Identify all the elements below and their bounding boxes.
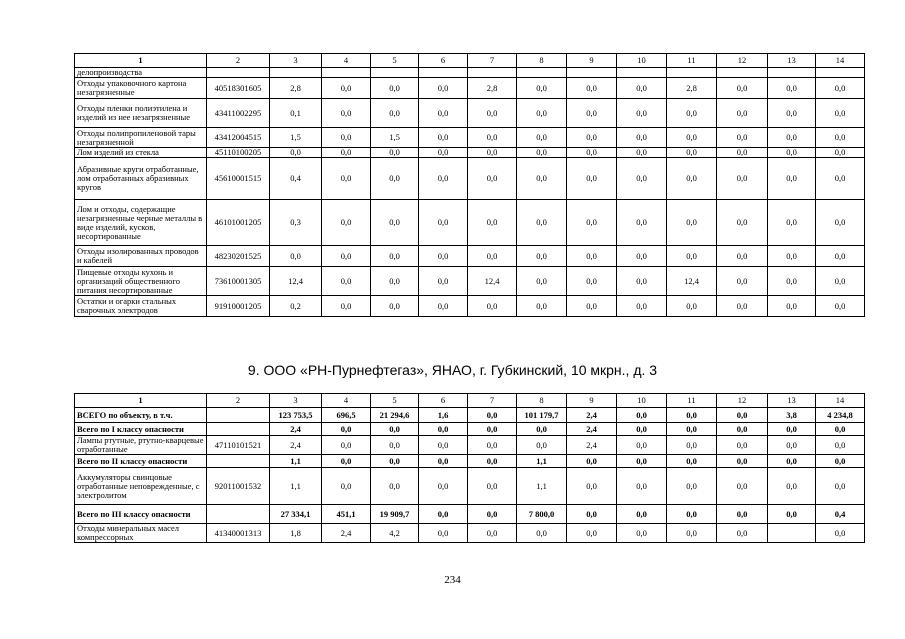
table-cell: 0,0 — [717, 200, 768, 246]
table-cell: 0,0 — [419, 468, 468, 505]
column-header: 8 — [517, 54, 567, 68]
table-cell — [207, 68, 270, 78]
table-cell: 1,5 — [371, 128, 419, 148]
table-cell: 0,0 — [419, 78, 468, 99]
table-row — [75, 267, 865, 296]
table-cell: 2,4 — [567, 423, 617, 436]
table-1-body — [75, 54, 865, 317]
table-cell: 0,0 — [371, 468, 419, 505]
table-row — [75, 68, 865, 78]
table-cell: 0,0 — [419, 200, 468, 246]
table-cell: 27 334,1 — [270, 505, 322, 524]
table-cell — [468, 68, 517, 78]
table-cell: 0,0 — [322, 246, 371, 267]
row-label-cell: Всего по I классу опасности — [75, 423, 207, 436]
table-cell: 0,0 — [419, 505, 468, 524]
table-cell: 91910001205 — [207, 296, 270, 317]
table-cell: 0,0 — [419, 128, 468, 148]
table-row — [75, 423, 865, 436]
table-cell: 12,4 — [667, 267, 717, 296]
table-cell: 0,2 — [270, 296, 322, 317]
table-cell: 0,0 — [517, 524, 567, 543]
table-cell: 0,0 — [717, 128, 768, 148]
table-cell: 0,0 — [567, 158, 617, 200]
table-cell: 1,1 — [517, 455, 567, 468]
table-cell: 0,0 — [717, 455, 768, 468]
table-cell: 123 753,5 — [270, 408, 322, 423]
table-cell: 0,0 — [667, 505, 717, 524]
table-cell: 0,0 — [816, 524, 865, 543]
table-cell — [371, 68, 419, 78]
page-number: 234 — [444, 574, 461, 586]
table-cell: 2,4 — [270, 436, 322, 455]
table-cell: 4,2 — [371, 524, 419, 543]
table-cell — [207, 505, 270, 524]
table-cell: 0,0 — [717, 246, 768, 267]
table-cell: 0,0 — [667, 468, 717, 505]
table-cell: 0,0 — [768, 436, 816, 455]
table-cell: 0,0 — [816, 128, 865, 148]
table-cell: 2,4 — [567, 408, 617, 423]
table-cell — [768, 68, 816, 78]
table-cell: 0,0 — [768, 128, 816, 148]
table-cell: 0,0 — [322, 99, 371, 128]
table-row — [75, 148, 865, 158]
table-cell: 0,0 — [371, 423, 419, 436]
table-cell: 41340001313 — [207, 524, 270, 543]
table-cell: 45110100205 — [207, 148, 270, 158]
table-cell: 0,0 — [667, 246, 717, 267]
table-cell: 0,0 — [816, 158, 865, 200]
table-cell: 1,1 — [270, 455, 322, 468]
column-header: 3 — [270, 394, 322, 408]
table-cell — [567, 68, 617, 78]
table-cell: 0,0 — [322, 468, 371, 505]
table-cell: 0,0 — [468, 505, 517, 524]
table-cell: 0,0 — [322, 78, 371, 99]
table-cell: 0,0 — [517, 148, 567, 158]
column-header: 14 — [816, 54, 865, 68]
table-row — [75, 200, 865, 246]
table-cell: 0,0 — [717, 267, 768, 296]
table-cell: 0,0 — [322, 423, 371, 436]
table-cell: 73610001305 — [207, 267, 270, 296]
table-cell: 0,0 — [419, 158, 468, 200]
column-header: 10 — [617, 394, 667, 408]
table-cell: 0,0 — [371, 148, 419, 158]
table-cell: 0,0 — [667, 455, 717, 468]
table-cell: 0,0 — [768, 267, 816, 296]
row-label-cell: Лампы ртутные, ртутно-кварцевые отработанные — [75, 436, 207, 455]
table-cell: 0,0 — [371, 436, 419, 455]
table-row — [75, 246, 865, 267]
table-cell: 0,0 — [717, 158, 768, 200]
table-cell: 0,0 — [567, 468, 617, 505]
table-cell: 0,0 — [517, 128, 567, 148]
table-cell — [322, 68, 371, 78]
column-header: 9 — [567, 54, 617, 68]
table-cell: 0,0 — [517, 423, 567, 436]
column-header: 10 — [617, 54, 667, 68]
table-cell: 0,0 — [768, 296, 816, 317]
column-header: 13 — [768, 394, 816, 408]
table-cell: 0,0 — [517, 99, 567, 128]
table-cell: 0,0 — [419, 524, 468, 543]
table-cell: 0,0 — [717, 99, 768, 128]
table-cell: 2,4 — [270, 423, 322, 436]
table-cell: 19 909,7 — [371, 505, 419, 524]
table-cell: 0,0 — [322, 267, 371, 296]
table-cell — [270, 68, 322, 78]
table-cell: 0,0 — [617, 158, 667, 200]
table-cell: 0,0 — [667, 296, 717, 317]
table-cell: 45610001515 — [207, 158, 270, 200]
table-cell: 0,0 — [667, 436, 717, 455]
table-cell: 0,0 — [617, 505, 667, 524]
row-label-cell: Отходы пленки полиэтилена и изделий из нее незагрязненные — [75, 99, 207, 128]
table-cell: 0,0 — [567, 524, 617, 543]
table-cell: 0,0 — [768, 423, 816, 436]
table-cell: 0,0 — [517, 246, 567, 267]
table-cell: 0,0 — [617, 148, 667, 158]
table-cell: 0,0 — [768, 158, 816, 200]
column-header: 6 — [419, 394, 468, 408]
table-cell: 0,0 — [617, 524, 667, 543]
table-header-row — [75, 54, 865, 68]
table-cell: 0,0 — [419, 436, 468, 455]
table-cell: 0,0 — [816, 200, 865, 246]
table-cell: 0,0 — [717, 78, 768, 99]
table-header-row — [75, 394, 865, 408]
table-cell: 0,0 — [567, 78, 617, 99]
table-cell: 0,0 — [667, 200, 717, 246]
table-cell: 0,0 — [371, 158, 419, 200]
table-cell: 0,0 — [468, 128, 517, 148]
table-cell: 0,3 — [270, 200, 322, 246]
row-label-cell: Лом и отходы, содержащие незагрязненные черные металлы в виде изделий, кусков, несортированные — [75, 200, 207, 246]
table-cell: 0,0 — [667, 158, 717, 200]
table-cell — [207, 408, 270, 423]
table-cell: 0,0 — [322, 128, 371, 148]
table-cell: 0,0 — [567, 99, 617, 128]
row-label-cell: Остатки и огарки стальных сварочных электродов — [75, 296, 207, 317]
table-cell: 0,0 — [567, 296, 617, 317]
column-header: 7 — [468, 394, 517, 408]
table-cell: 0,0 — [468, 148, 517, 158]
table-cell: 0,0 — [617, 423, 667, 436]
table-cell: 0,0 — [816, 148, 865, 158]
column-header: 4 — [322, 54, 371, 68]
column-header: 4 — [322, 394, 371, 408]
table-cell: 0,0 — [517, 158, 567, 200]
table-cell: 0,0 — [322, 148, 371, 158]
table-row — [75, 296, 865, 317]
table-cell: 0,0 — [816, 296, 865, 317]
table-cell: 1,8 — [270, 524, 322, 543]
column-header: 1 — [75, 54, 207, 68]
column-header: 2 — [207, 394, 270, 408]
table-cell — [517, 68, 567, 78]
row-label-cell: Аккумуляторы свинцовые отработанные неповрежденные, с электролитом — [75, 468, 207, 505]
table-cell: 0,0 — [617, 296, 667, 317]
table-cell: 0,0 — [816, 455, 865, 468]
table-cell: 0,0 — [717, 524, 768, 543]
table-cell: 2,4 — [322, 524, 371, 543]
table-cell: 0,0 — [322, 158, 371, 200]
table-cell: 0,4 — [270, 158, 322, 200]
table-row — [75, 158, 865, 200]
table-cell: 0,0 — [468, 246, 517, 267]
table-cell: 46101001205 — [207, 200, 270, 246]
table-cell: 0,0 — [816, 78, 865, 99]
table-cell: 0,0 — [468, 158, 517, 200]
table-cell: 0,0 — [717, 423, 768, 436]
table-cell: 0,0 — [468, 423, 517, 436]
table-cell: 1,6 — [419, 408, 468, 423]
table-cell — [667, 68, 717, 78]
table-cell: 0,0 — [468, 524, 517, 543]
table-cell: 0,0 — [517, 296, 567, 317]
table-cell: 47110101521 — [207, 436, 270, 455]
row-label-cell: Абразивные круги отработанные, лом отработанных абразивных кругов — [75, 158, 207, 200]
column-header: 5 — [371, 394, 419, 408]
column-header: 3 — [270, 54, 322, 68]
table-cell: 0,0 — [270, 246, 322, 267]
table-cell: 0,1 — [270, 99, 322, 128]
table-cell — [419, 68, 468, 78]
table-cell: 0,0 — [419, 148, 468, 158]
table-cell: 0,0 — [371, 99, 419, 128]
table-cell: 0,0 — [617, 99, 667, 128]
table-row — [75, 468, 865, 505]
table-cell: 0,0 — [567, 148, 617, 158]
table-cell: 4 234,8 — [816, 408, 865, 423]
table-row — [75, 505, 865, 524]
table-cell: 0,0 — [667, 128, 717, 148]
table-row — [75, 455, 865, 468]
column-header: 13 — [768, 54, 816, 68]
table-cell: 0,0 — [517, 267, 567, 296]
table-cell: 7 800,0 — [517, 505, 567, 524]
table-cell: 0,0 — [371, 296, 419, 317]
table-cell: 0,0 — [617, 455, 667, 468]
column-header: 14 — [816, 394, 865, 408]
table-cell: 696,5 — [322, 408, 371, 423]
table-cell: 1,5 — [270, 128, 322, 148]
table-cell: 0,0 — [419, 455, 468, 468]
table-cell: 0,0 — [667, 423, 717, 436]
table-cell: 2,8 — [667, 78, 717, 99]
table-cell: 0,0 — [371, 200, 419, 246]
table-cell — [816, 68, 865, 78]
table-cell: 0,0 — [322, 436, 371, 455]
column-header: 5 — [371, 54, 419, 68]
row-label-cell: Отходы полипропиленовой тары незагрязненной — [75, 128, 207, 148]
table-cell: 0,4 — [816, 505, 865, 524]
row-label-cell: Отходы упаковочного картона незагрязненные — [75, 78, 207, 99]
table-cell: 0,0 — [816, 99, 865, 128]
row-label-cell: Отходы изолированных проводов и кабелей — [75, 246, 207, 267]
table-cell — [717, 68, 768, 78]
table-row — [75, 436, 865, 455]
table-cell: 0,0 — [617, 267, 667, 296]
table-cell: 2,8 — [468, 78, 517, 99]
waste-table-1 — [74, 53, 865, 317]
table-cell: 0,0 — [768, 505, 816, 524]
table-cell: 0,0 — [322, 200, 371, 246]
table-cell: 0,0 — [322, 455, 371, 468]
row-label-cell: ВСЕГО по объекту, в т.ч. — [75, 408, 207, 423]
table-cell: 2,8 — [270, 78, 322, 99]
table-cell: 2,4 — [567, 436, 617, 455]
table-cell: 0,0 — [617, 246, 667, 267]
table-cell — [207, 455, 270, 468]
table-cell: 1,1 — [270, 468, 322, 505]
table-cell: 0,0 — [419, 99, 468, 128]
row-label-cell: Отходы минеральных масел компрессорных — [75, 524, 207, 543]
table-cell: 0,0 — [371, 246, 419, 267]
waste-table-2 — [74, 393, 865, 543]
table-cell: 101 179,7 — [517, 408, 567, 423]
table-cell: 0,0 — [567, 200, 617, 246]
section-title: 9. ООО «РН-Пурнефтегаз», ЯНАО, г. Губкинский, 10 мкрн., д. 3 — [247, 362, 658, 378]
table-cell: 0,0 — [371, 267, 419, 296]
table-cell: 0,0 — [717, 408, 768, 423]
table-row — [75, 78, 865, 99]
table-cell: 3,8 — [768, 408, 816, 423]
table-cell — [768, 524, 816, 543]
table-cell: 12,4 — [468, 267, 517, 296]
table-cell: 0,0 — [816, 436, 865, 455]
table-cell: 0,0 — [419, 423, 468, 436]
table-cell: 0,0 — [816, 246, 865, 267]
table-cell: 0,0 — [468, 436, 517, 455]
table-cell: 12,4 — [270, 267, 322, 296]
table-2-body — [75, 394, 865, 543]
table-cell: 43412004515 — [207, 128, 270, 148]
table-cell: 43411002295 — [207, 99, 270, 128]
column-header: 6 — [419, 54, 468, 68]
table-cell: 0,0 — [667, 148, 717, 158]
table-cell: 0,0 — [567, 128, 617, 148]
row-label-cell: Лом изделий из стекла — [75, 148, 207, 158]
table-cell: 0,0 — [617, 468, 667, 505]
table-row — [75, 128, 865, 148]
table-row — [75, 524, 865, 543]
table-cell: 92011001532 — [207, 468, 270, 505]
table-cell: 0,0 — [567, 267, 617, 296]
table-cell: 0,0 — [667, 524, 717, 543]
table-cell: 0,0 — [567, 455, 617, 468]
column-header: 12 — [717, 394, 768, 408]
table-cell: 0,0 — [768, 99, 816, 128]
table-cell: 0,0 — [768, 78, 816, 99]
table-cell: 0,0 — [419, 246, 468, 267]
column-header: 9 — [567, 394, 617, 408]
table-cell: 0,0 — [468, 455, 517, 468]
table-cell: 0,0 — [468, 408, 517, 423]
table-cell: 0,0 — [717, 436, 768, 455]
table-cell: 0,0 — [322, 296, 371, 317]
table-cell: 0,0 — [567, 246, 617, 267]
row-label-cell: делопроизводства — [75, 68, 207, 78]
table-row — [75, 408, 865, 423]
table-cell: 0,0 — [768, 246, 816, 267]
table-cell: 0,0 — [816, 423, 865, 436]
table-cell: 0,0 — [768, 455, 816, 468]
table-cell: 0,0 — [667, 99, 717, 128]
row-label-cell: Всего по II классу опасности — [75, 455, 207, 468]
table-cell: 40518301605 — [207, 78, 270, 99]
table-cell: 0,0 — [617, 78, 667, 99]
row-label-cell: Пищевые отходы кухонь и организаций общественного питания несортированные — [75, 267, 207, 296]
table-cell: 0,0 — [717, 468, 768, 505]
table-cell: 0,0 — [717, 296, 768, 317]
table-cell: 0,0 — [816, 267, 865, 296]
table-row — [75, 99, 865, 128]
column-header: 2 — [207, 54, 270, 68]
table-cell: 0,0 — [617, 128, 667, 148]
table-cell: 0,0 — [468, 296, 517, 317]
table-cell: 0,0 — [468, 200, 517, 246]
table-cell: 451,1 — [322, 505, 371, 524]
table-cell: 0,0 — [419, 296, 468, 317]
column-header: 1 — [75, 394, 207, 408]
column-header: 8 — [517, 394, 567, 408]
table-cell: 0,0 — [768, 200, 816, 246]
table-cell: 0,0 — [617, 436, 667, 455]
row-label-cell: Всего по III классу опасности — [75, 505, 207, 524]
table-cell: 0,0 — [517, 200, 567, 246]
table-cell: 0,0 — [517, 78, 567, 99]
table-cell: 0,0 — [768, 148, 816, 158]
table-cell: 0,0 — [468, 468, 517, 505]
column-header: 7 — [468, 54, 517, 68]
column-header: 12 — [717, 54, 768, 68]
table-cell: 48230201525 — [207, 246, 270, 267]
column-header: 11 — [667, 54, 717, 68]
table-cell: 0,0 — [617, 408, 667, 423]
table-cell — [617, 68, 667, 78]
table-cell: 0,0 — [717, 505, 768, 524]
column-header: 11 — [667, 394, 717, 408]
table-cell: 0,0 — [768, 468, 816, 505]
table-cell: 0,0 — [270, 148, 322, 158]
table-cell: 0,0 — [468, 99, 517, 128]
table-cell: 0,0 — [816, 468, 865, 505]
table-cell: 0,0 — [567, 505, 617, 524]
table-cell: 0,0 — [419, 267, 468, 296]
table-cell: 0,0 — [667, 408, 717, 423]
table-cell: 1,1 — [517, 468, 567, 505]
table-cell: 0,0 — [371, 78, 419, 99]
table-cell: 21 294,6 — [371, 408, 419, 423]
table-cell — [207, 423, 270, 436]
table-cell: 0,0 — [617, 200, 667, 246]
table-cell: 0,0 — [371, 455, 419, 468]
table-cell: 0,0 — [517, 436, 567, 455]
table-cell: 0,0 — [717, 148, 768, 158]
